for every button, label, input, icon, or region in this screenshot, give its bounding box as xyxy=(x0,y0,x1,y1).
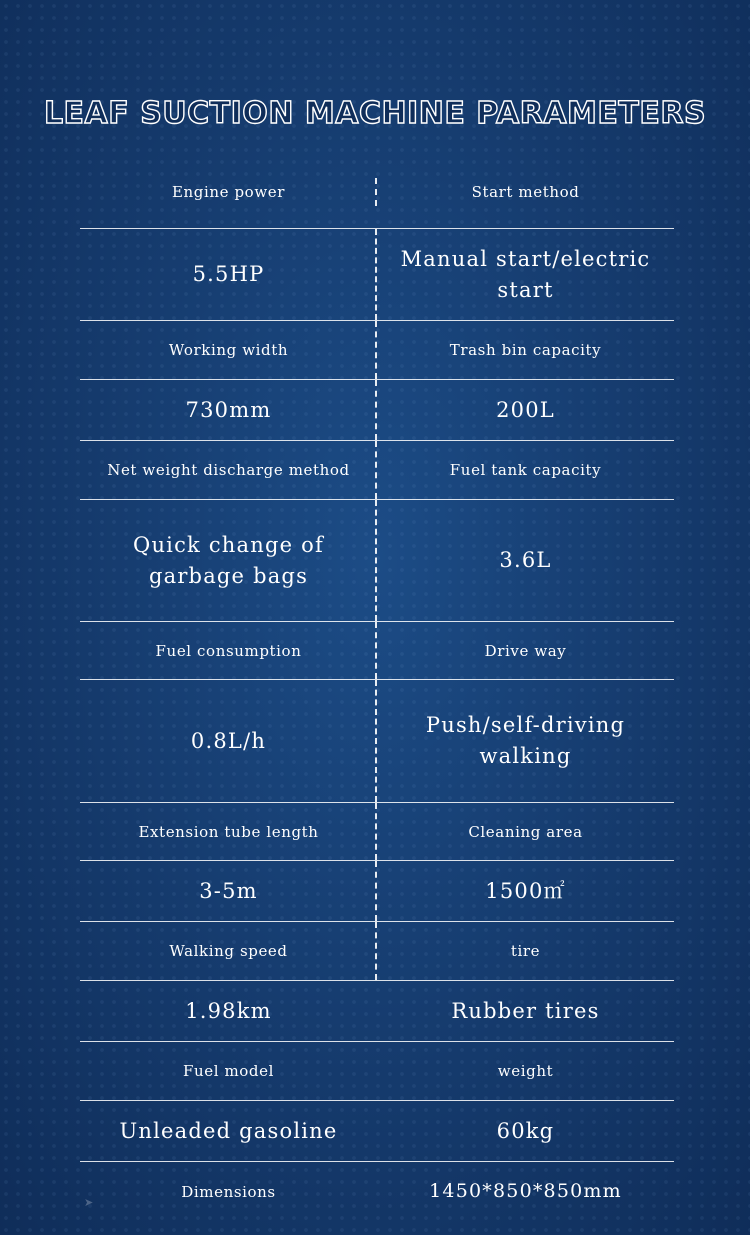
param-label: Trash bin capacity xyxy=(449,341,602,359)
param-label: weight xyxy=(497,1062,554,1080)
label-row xyxy=(80,922,674,981)
param-label: Fuel tank capacity xyxy=(449,461,602,479)
value-row xyxy=(80,500,674,622)
param-label: Extension tube length xyxy=(138,822,319,841)
param-value: 5.5HP xyxy=(192,262,265,286)
label-row xyxy=(80,321,674,380)
value-row xyxy=(80,229,674,321)
value-row xyxy=(80,861,674,922)
param-label: tire xyxy=(510,942,541,960)
value-row xyxy=(80,680,674,803)
param-label: Dimensions xyxy=(181,1182,276,1201)
param-value: Push/self-driving walking xyxy=(425,713,626,768)
param-label: Cleaning area xyxy=(468,822,583,841)
label-row xyxy=(80,1042,674,1101)
param-value: 1450*850*850mm xyxy=(429,1180,622,1202)
watermark-icon: ➤ xyxy=(84,1196,94,1209)
value-row xyxy=(80,981,674,1042)
param-value: 1500㎡ xyxy=(485,878,566,903)
parameters-table xyxy=(80,156,674,1221)
label-row xyxy=(80,156,674,229)
param-value: Manual start/electric start xyxy=(400,246,651,302)
param-value: Rubber tires xyxy=(451,998,600,1023)
param-label: Start method xyxy=(471,183,580,201)
param-value: 60kg xyxy=(496,1118,555,1143)
dimensions-row xyxy=(80,1162,674,1221)
param-value: Unleaded gasoline xyxy=(119,1118,338,1143)
page-title: LEAF SUCTION MACHINE PARAMETERS xyxy=(43,96,707,131)
param-value: 3.6L xyxy=(499,548,552,572)
param-value: 3-5m xyxy=(199,878,258,903)
param-value: 0.8L/h xyxy=(190,728,267,753)
param-label: Walking speed xyxy=(169,942,288,960)
param-label: Net weight discharge method xyxy=(107,461,350,479)
param-value: Quick change of garbage bags xyxy=(133,532,324,588)
param-value: 1.98km xyxy=(185,998,272,1023)
label-row xyxy=(80,441,674,500)
value-row xyxy=(80,380,674,441)
param-label: Drive way xyxy=(484,641,567,660)
label-row xyxy=(80,803,674,861)
param-value: 200L xyxy=(496,397,555,422)
label-row xyxy=(80,622,674,680)
param-label: Working width xyxy=(168,341,289,359)
param-value: 730mm xyxy=(185,397,272,422)
value-row xyxy=(80,1101,674,1162)
param-label: Fuel model xyxy=(182,1062,275,1080)
param-label: Engine power xyxy=(171,183,286,201)
param-label: Fuel consumption xyxy=(155,641,302,660)
